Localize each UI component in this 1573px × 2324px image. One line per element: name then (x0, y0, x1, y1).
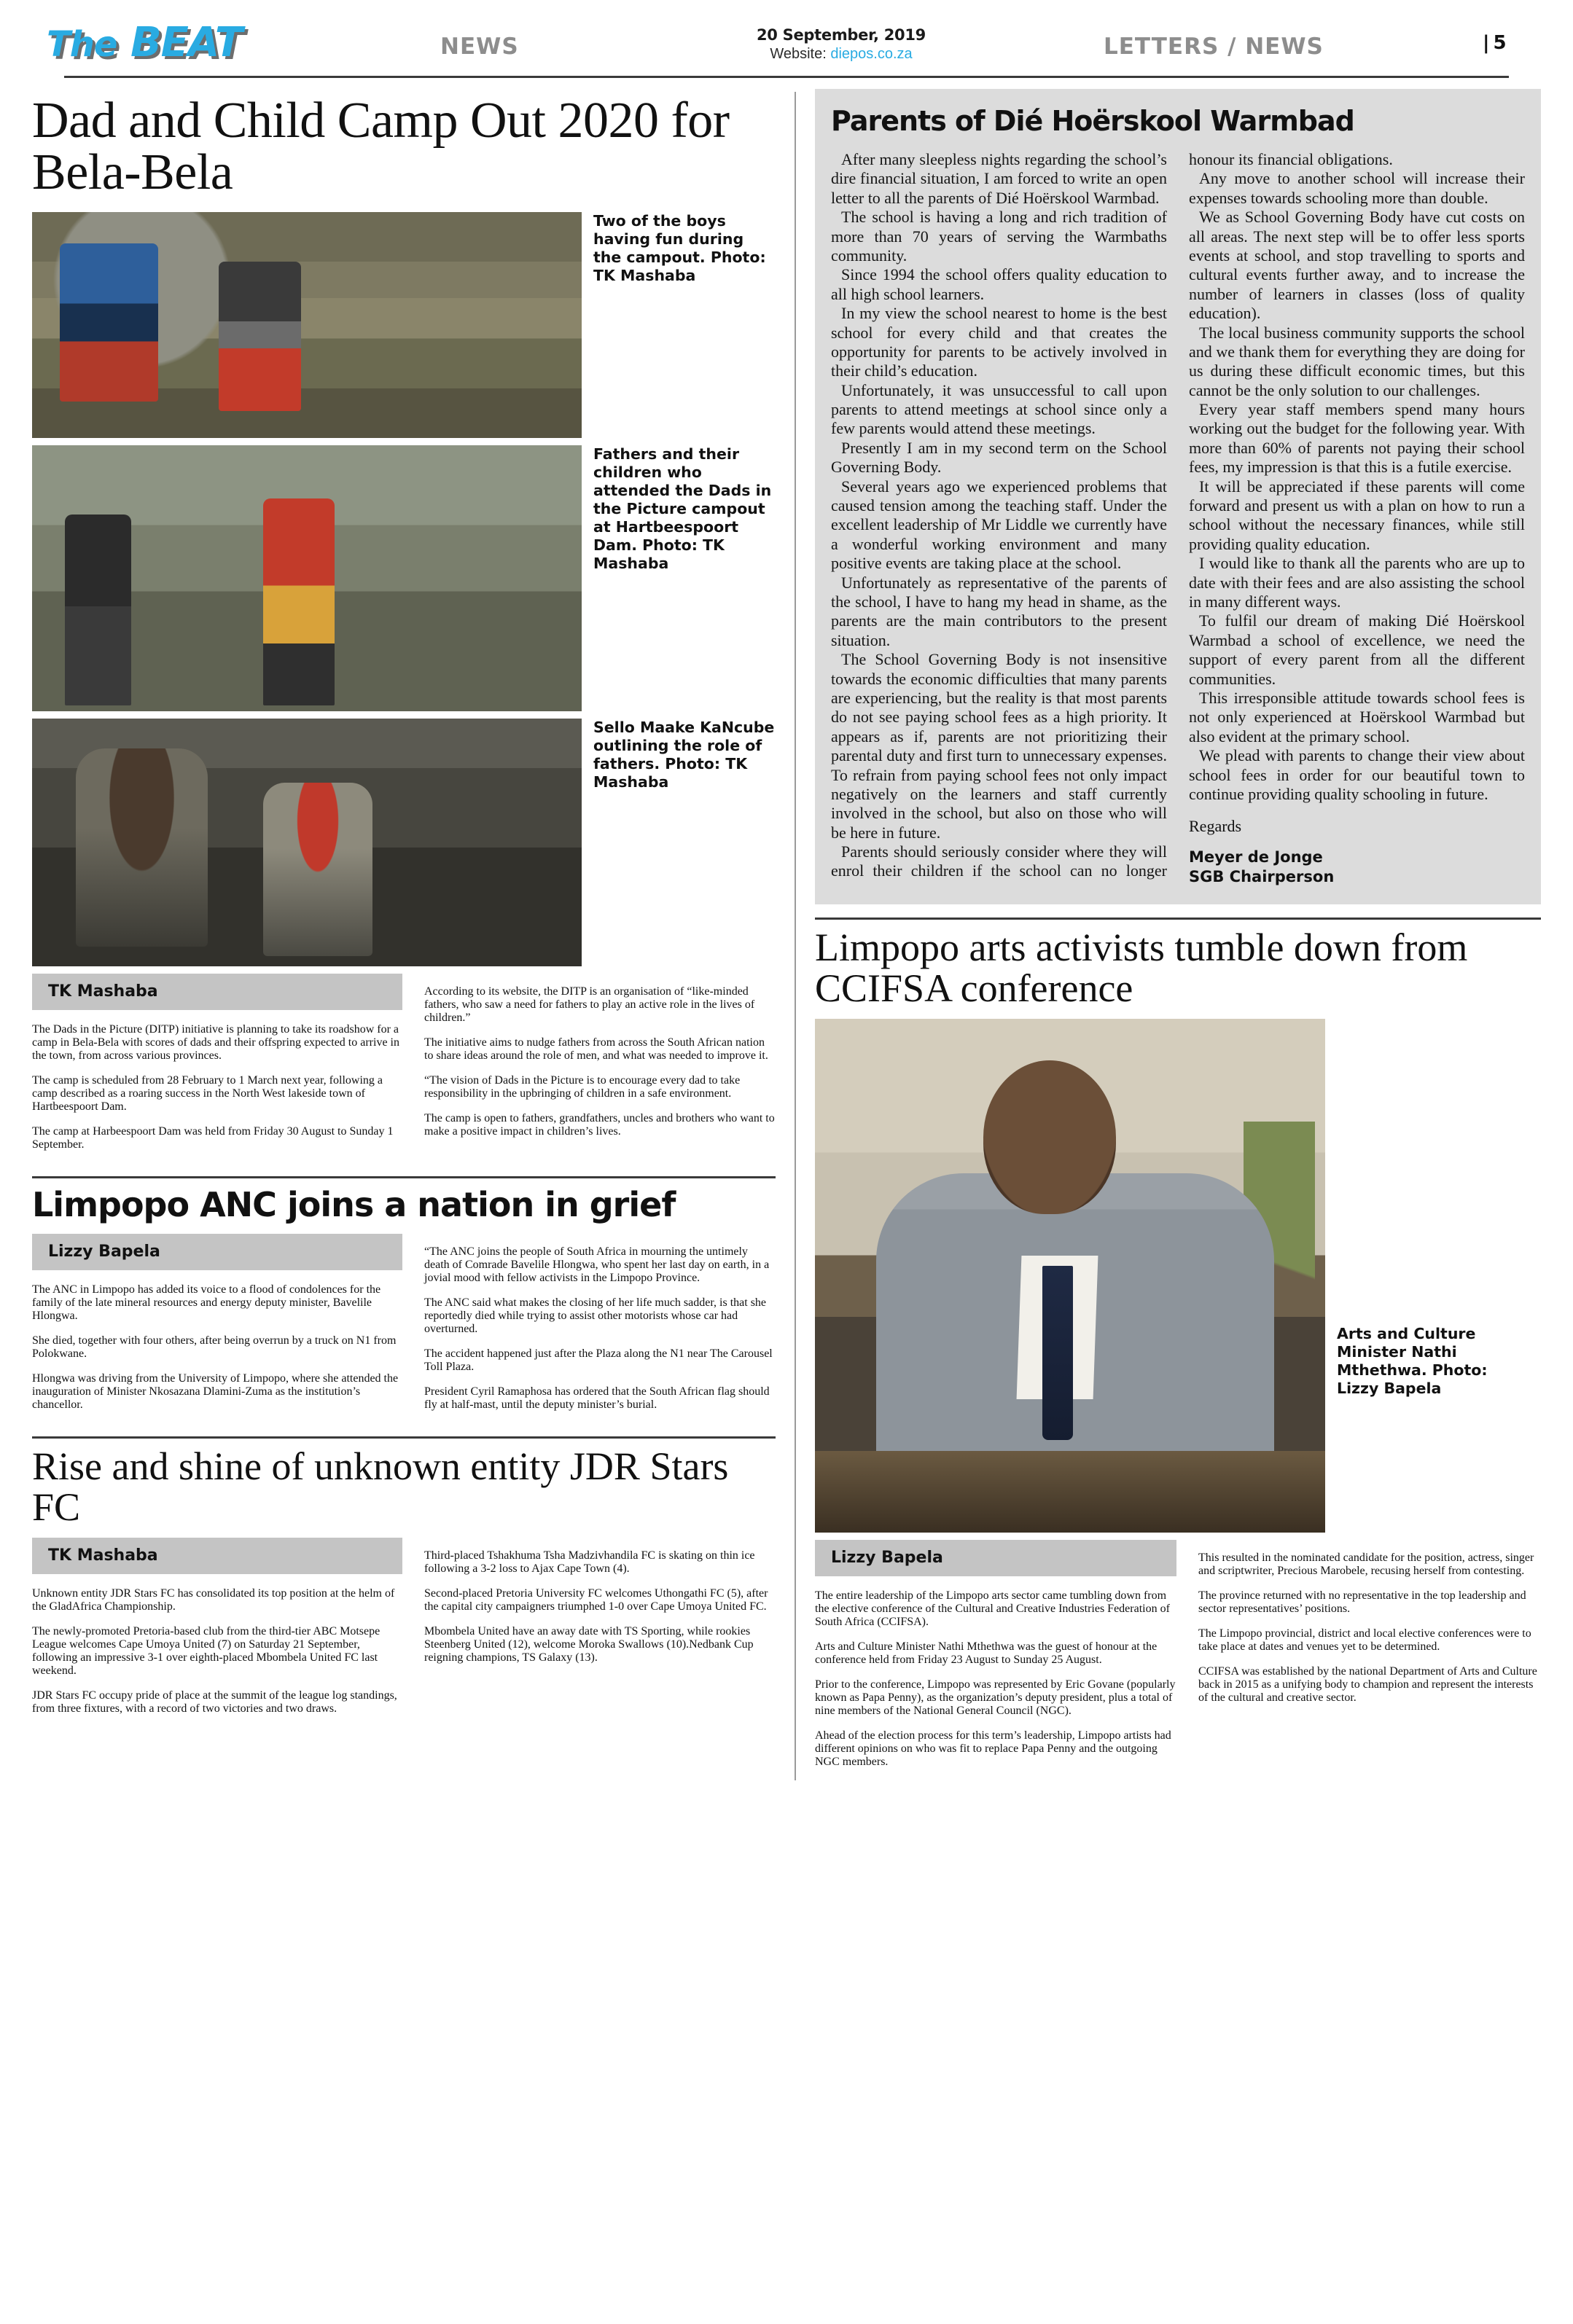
camp-byline: TK Mashaba (32, 974, 402, 1010)
camp-photo-3-row (32, 719, 776, 966)
masthead-rule (64, 76, 1509, 78)
letter-signoff-name: Meyer de Jonge (1189, 848, 1323, 866)
letter-para-4: Unfortunately, it was unsuccessful to call upon parents to attend meetings at school since only a few parents would attend these meetings. (831, 380, 1167, 438)
letter-panel (815, 89, 1541, 904)
camp-para-2: The camp at Harbeespoort Dam was held from Friday 30 August to Sunday 1 September. (32, 1124, 394, 1151)
camp-photo-2-row (32, 445, 776, 711)
divider-above-ccifsa (815, 918, 1541, 920)
page-number-bar: | (1483, 32, 1490, 54)
ccifsa-body-area (815, 1540, 1541, 1780)
logo-word-beat: BEAT (130, 19, 243, 66)
letter-para-11: We as School Governing Body have cut costs on all areas. The next step will be to offer less sports events at school, and stop travelling to sports and cultural events further away, and to increase the number of learners in classes (loss of quality education). (1189, 208, 1525, 323)
left-column (32, 89, 795, 1780)
letter-para-13: Every year staff members spend many hours working out the budget for the following year. With more than 60% of parents not paying their school fees, my impression is that this is a futile exercise. (1189, 400, 1525, 477)
ccifsa-para-1: Arts and Culture Minister Nathi Mthethwa was the guest of honour at the conference held from Friday 23 August to Sunday 25 August. (815, 1640, 1158, 1667)
letter-signoff-role: SGB Chairperson (1189, 868, 1335, 886)
right-column (796, 89, 1541, 1780)
camp-para-0: The Dads in the Picture (DITP) initiative is planning to take its roadshow for a camp in Bela-Bela with scores of dads and their offspring expected to arrive in the town, from across various provinces. (32, 1022, 399, 1062)
photo-tie-shape (1042, 1266, 1073, 1441)
camp-photo-3-caption: Sello Maake KaNcube outlining the role of fathers. Photo: TK Mashaba (593, 718, 775, 791)
camp-para-3: According to its website, the DITP is an organisation of “like-minded fathers, who saw a need for fathers to play an active role in the lives of children.” (424, 985, 755, 1024)
camp-photo-1-caption: Two of the boys having fun during the campout. Photo: TK Mashaba (593, 211, 766, 284)
date-website-block (717, 26, 965, 63)
logo-word-the: The (47, 24, 117, 65)
ccifsa-para-2: Prior to the conference, Limpopo was represented by Eric Govane (popularly known as Papa Penny), as the organization’s deputy president, plus a total of nine members of the National General Council (NGC). (815, 1678, 1176, 1718)
letter-para-8: The School Governing Body is not insensitive towards the economic difficulties that many parents are experiencing, but the reality is that most parents do not see paying school fees as a high priority. It appears as if, parents are not prioritizing their parental duty and first turn to unnecessary expenses. To refrain from paying school fees not only impact negatively on the learners and staff currently involved in the school, but also on those who will be here in future. (831, 650, 1167, 842)
anc-body-area (32, 1234, 776, 1423)
ccifsa-para-7: CCIFSA was established by the national Department of Arts and Culture back in 2015 as a unifying body to champion and represent the interests of the cultural and creative sector. (1198, 1665, 1537, 1705)
letter-para-18: We plead with parents to change their view about school fees in order for our beautiful town to continue providing quality schooling in future. (1189, 746, 1525, 803)
camp-body-area (32, 974, 776, 1163)
website-label: Website: (770, 46, 827, 62)
divider-above-jdr (32, 1436, 776, 1439)
anc-para-5: The accident happened just after the Plaza along the N1 near The Carousel Toll Plaza. (424, 1347, 773, 1374)
letter-para-12: The local business community supports the school and we thank them for everything they are doing for us during these difficult economic times, but this cannot be the only solution to our challenges. (1189, 323, 1525, 399)
jdr-para-1: The newly-promoted Pretoria-based club from the third-tier ABC Motsepe League welcomes Cape Umoya United (7) on Saturday 21 September, following an impressive 3-1 over eighth-placed Mbombela United FC last weekend. (32, 1625, 380, 1678)
jdr-para-0: Unknown entity JDR Stars FC has consolidated its top position at the helm of the GladAfrica Championship. (32, 1587, 395, 1613)
anc-para-3: “The ANC joins the people of South Africa in mourning the untimely death of Comrade Bavelile Hlongwa, who spent her last day on earth, in a jovial mood with fellow activists in the Limpopo Province. (424, 1245, 770, 1285)
letter-title: Parents of Dié Hoërskool Warmbad (831, 105, 1354, 137)
page-columns (32, 89, 1541, 1780)
ccifsa-body-col-1 (815, 1540, 1176, 1780)
camp-photo-1-row (32, 212, 776, 438)
ccifsa-para-0: The entire leadership of the Limpopo arts sector came tumbling down from the elective conference of the Cultural and Creative Industries Federation of South Africa (CCIFSA). (815, 1589, 1170, 1629)
anc-para-2: Hlongwa was driving from the University of Limpopo, where she attended the inauguration of Minister Nkosazana Dlamini-Zuma as the institution’s chancellor. (32, 1372, 399, 1412)
letter-para-10: Any move to another school will increase their expenses towards schooling more than double. (1189, 169, 1525, 207)
camp-para-6: The camp is open to fathers, grandfathers, uncles and brothers who want to make a positive impact in children’s lives. (424, 1111, 775, 1138)
camp-photo-fathers (32, 445, 582, 711)
camp-para-1: The camp is scheduled from 28 February to 1 March next year, following a camp described as a roaring success in the North West lakeside town of Hartbeespoort Dam. (32, 1073, 383, 1113)
ccifsa-body-col-2 (1198, 1540, 1541, 1780)
ccifsa-photo-caption: Arts and Culture Minister Nathi Mthethwa. Photo: Lizzy Bapela (1337, 1325, 1488, 1398)
issue-date: 20 September, 2019 (757, 26, 926, 44)
masthead (32, 0, 1541, 79)
letter-para-6: Several years ago we experienced problems that caused tension among the teaching staff. Under the excellent leadership of Mr Liddle we currently have a wonderful working environment and many positive events are taking place at the school. (831, 477, 1167, 573)
website-line (717, 46, 965, 63)
anc-article-headline: Limpopo ANC joins a nation in grief (32, 1184, 676, 1224)
anc-para-1: She died, together with four others, after being overrun by a truck on N1 from Polokwane. (32, 1334, 397, 1361)
divider-above-anc (32, 1176, 776, 1178)
ccifsa-para-3: Ahead of the election process for this term’s leadership, Limpopo artists had different opinions on who was fit to replace Papa Penny and the outgoing NGC members. (815, 1729, 1171, 1769)
publication-logo[interactable] (47, 19, 242, 66)
jdr-body-col-2 (424, 1538, 776, 1727)
anc-byline: Lizzy Bapela (32, 1234, 402, 1270)
jdr-byline: TK Mashaba (32, 1538, 402, 1574)
jdr-body-col-1 (32, 1538, 402, 1727)
camp-para-5: “The vision of Dads in the Picture is to encourage every dad to take responsibility in the upbringing of children in a safe environment. (424, 1073, 741, 1100)
anc-body-col-2 (424, 1234, 776, 1423)
camp-photo-boys (32, 212, 582, 438)
letter-para-16: To fulfil our dream of making Dié Hoërskool Warmbad a school of excellence, we need the support of every parent from all the different communities. (1189, 611, 1525, 688)
ccifsa-photo-minister (815, 1019, 1325, 1533)
page-number: 5 (1493, 32, 1507, 54)
anc-para-0: The ANC in Limpopo has added its voice to a flood of condolences for the family of the late mineral resources and energy deputy minister, Bavelile Hlongwa. (32, 1283, 381, 1323)
ccifsa-para-4: This resulted in the nominated candidate for the position, actress, singer and scriptwriter, Precious Marobele, recusing herself from contesting. (1198, 1552, 1534, 1578)
anc-body-col-1 (32, 1234, 402, 1423)
photo-desk-shape (815, 1451, 1325, 1533)
letter-para-17: This irresponsible attitude towards school fees is not only experienced at Hoërskool Warmbad but also evident at the primary school. (1189, 688, 1525, 746)
jdr-para-5: Mbombela United have an away date with TS Sporting, while rookies Steenberg United (12), welcome Moroka Swallows (10).Nedbank Cup reigning champions, TS Galaxy (13). (424, 1625, 754, 1664)
letter-para-2: Since 1994 the school offers quality education to all high school learners. (831, 265, 1167, 303)
letter-body (831, 150, 1525, 887)
jdr-body-area (32, 1538, 776, 1727)
letter-para-14: It will be appreciated if these parents will come forward and present us with a plan on how to run a school without the necessary finances, while still providing quality education. (1189, 477, 1525, 553)
page-number-block (1483, 32, 1507, 54)
jdr-para-3: Third-placed Tshakhuma Tsha Madzivhandila FC is skating on thin ice following a 3-2 loss to Ajax Cape Town (4). (424, 1549, 755, 1576)
letter-para-7: Unfortunately as representative of the parents of the school, I have to hang my head in shame, as the parents are the main contributors to the present situation. (831, 573, 1167, 649)
section-label-right: LETTERS / NEWS (1104, 34, 1324, 60)
camp-article-headline: Dad and Child Camp Out 2020 for Bela-Bela (32, 93, 730, 201)
letter-para-9: Parents should seriously consider where they will enrol their children if the school can no longer honour its financial obligations. (831, 150, 1393, 880)
jdr-para-2: JDR Stars FC occupy pride of place at the summit of the league log standings, from three fixtures, with a record of two victories and two draws. (32, 1689, 397, 1715)
photo-head-shape (983, 1060, 1116, 1215)
jdr-article-headline: Rise and shine of unknown entity JDR Stars FC (32, 1444, 729, 1530)
anc-para-6: President Cyril Ramaphosa has ordered that the South African flag should fly at half-mast, until the deputy minister’s burial. (424, 1385, 770, 1412)
letter-signoff (1189, 848, 1525, 887)
letter-regards: Regards (1189, 817, 1242, 836)
camp-body-col-2 (424, 974, 776, 1163)
ccifsa-article-headline: Limpopo arts activists tumble down from CCIFSA conference (815, 926, 1468, 1011)
ccifsa-para-6: The Limpopo provincial, district and local elective conferences were to take place at dates and venues yet to be determined. (1198, 1627, 1531, 1654)
jdr-para-4: Second-placed Pretoria University FC welcomes Uthongathi FC (5), after the capital city campaigners triumphed 1-0 over Cape Umoya United FC. (424, 1587, 768, 1613)
ccifsa-para-5: The province returned with no representative in the top leadership and sector representatives’ positions. (1198, 1589, 1526, 1616)
letter-para-1: The school is having a long and rich tradition of more than 70 years of serving the Warmbaths community. (831, 208, 1167, 265)
letter-para-0: After many sleepless nights regarding the school’s dire financial situation, I am forced to write an open letter to all the parents of Dié Hoërskool Warmbad. (831, 150, 1167, 207)
letter-para-5: Presently I am in my second term on the School Governing Body. (831, 438, 1167, 477)
camp-photo-2-caption: Fathers and their children who attended the Dads in the Picture campout at Hartbeespoort Dam. Photo: TK Mashaba (593, 445, 772, 572)
letter-para-15: I would like to thank all the parents who are up to date with their fees and are also assisting the school in many different ways. (1189, 554, 1525, 611)
letter-para-3: In my view the school nearest to home is the best school for every child and that creates the opportunity for parents to be actively involved in their child’s education. (831, 304, 1167, 380)
camp-body-col-1 (32, 974, 402, 1163)
camp-photo-kancube (32, 719, 582, 966)
section-label-left: NEWS (440, 34, 519, 60)
anc-para-4: The ANC said what makes the closing of her life much sadder, is that she reportedly died while trying to assist other motorists whose car had overturned. (424, 1296, 767, 1336)
ccifsa-byline: Lizzy Bapela (815, 1540, 1176, 1576)
camp-para-4: The initiative aims to nudge fathers from across the South African nation to share ideas around the role of men, and what was needed to improve it. (424, 1036, 768, 1062)
ccifsa-photo-row (815, 1019, 1541, 1533)
website-url[interactable]: diepos.co.za (830, 46, 913, 62)
